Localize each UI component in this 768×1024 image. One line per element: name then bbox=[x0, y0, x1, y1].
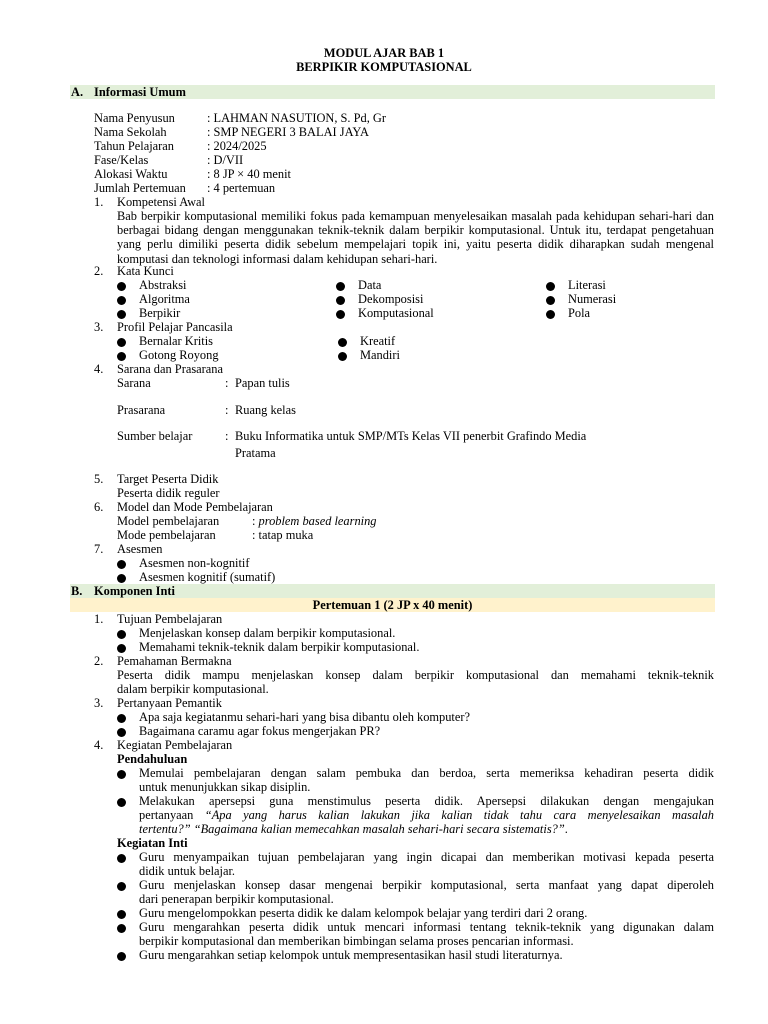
bullet-icon bbox=[117, 574, 126, 583]
inti-item-2-line2: dari penerapan berpikir komputasional. bbox=[139, 892, 334, 906]
info-value: : 4 pertemuan bbox=[207, 181, 276, 195]
pendahuluan-item-1-line1: Memulai pembelajaran dengan salam pembuka dan berdoa, serta memeriksa kehadiran peserta didik bbox=[139, 766, 714, 780]
info-label: Nama Sekolah bbox=[94, 125, 167, 139]
bullet-icon bbox=[117, 854, 126, 863]
keyword: Komputasional bbox=[358, 306, 434, 320]
item-number: 2. bbox=[94, 264, 104, 278]
item-title-profil: Profil Pelajar Pancasila bbox=[117, 320, 233, 334]
bullet-icon bbox=[117, 728, 126, 737]
bullet-icon bbox=[117, 952, 126, 961]
bullet-icon bbox=[117, 310, 126, 319]
sumber-value: Buku Informatika untuk SMP/MTs Kelas VII penerbit Grafindo Media bbox=[235, 429, 587, 443]
item-title-model: Model dan Mode Pembelajaran bbox=[117, 500, 273, 514]
bullet-icon bbox=[117, 296, 126, 305]
item-title-tujuan: Tujuan Pembelajaran bbox=[117, 612, 223, 626]
kompetensi-paragraph: Bab berpikir komputasional memiliki fokus pada kemampuan menyelesaikan masalah pada kehidupan sehari-hari dan berbagai bidang dengan menggunakan teknik-teknik dalam berpikir komputasional. Untuk itu, terdapat pengetahuan yang perlu dimiliki peserta didik sebelum mempelajari topik ini, yaitu peserta didik diharapkan sudah mengenal komputasi dan teknologi informasi dalam kehidupan sehari-hari. bbox=[117, 209, 714, 266]
item-number: 1. bbox=[94, 195, 104, 209]
bullet-icon bbox=[117, 714, 126, 723]
model-value-line bbox=[252, 514, 376, 528]
item-title-kompetensi: Kompetensi Awal bbox=[117, 195, 205, 209]
model-value: problem based learning bbox=[258, 514, 377, 528]
info-value: : SMP NEGERI 3 BALAI JAYA bbox=[207, 125, 369, 139]
doc-title-line1: MODUL AJAR BAB 1 bbox=[323, 46, 445, 60]
kegiatan-inti-title: Kegiatan Inti bbox=[117, 836, 188, 850]
pendahuluan-item-2-line3 bbox=[139, 822, 568, 836]
item-title-kegiatan: Kegiatan Pembelajaran bbox=[117, 738, 233, 752]
pemahaman-line2: dalam berpikir komputasional. bbox=[117, 682, 269, 696]
keyword: Dekomposisi bbox=[358, 292, 424, 306]
bullet-icon bbox=[117, 798, 126, 807]
bullet-icon bbox=[117, 630, 126, 639]
item-title-pemahaman: Pemahaman Bermakna bbox=[117, 654, 232, 668]
item-number: 7. bbox=[94, 542, 104, 556]
meeting-title: Pertemuan 1 (2 JP x 40 menit) bbox=[312, 598, 473, 612]
prasarana-value: Ruang kelas bbox=[235, 403, 296, 417]
bullet-icon bbox=[117, 338, 126, 347]
pendahuluan-item-2-line1: Melakukan apersepsi guna menstimulus peserta didik. Apersepsi dilakukan dengan mengajukan bbox=[139, 794, 714, 808]
inti-item-1-line1: Guru menyampaikan tujuan pembelajaran yang ingin dicapai dan memberikan motivasi kepada peserta bbox=[139, 850, 714, 864]
sumber-label: Sumber belajar bbox=[117, 429, 193, 443]
bullet-icon bbox=[117, 924, 126, 933]
bullet-icon bbox=[117, 282, 126, 291]
profile-item: Kreatif bbox=[360, 334, 396, 348]
section-a-title: Informasi Umum bbox=[94, 85, 186, 99]
bullet-icon bbox=[336, 282, 345, 291]
section-a-letter: A. bbox=[71, 85, 84, 99]
item-number: 4. bbox=[94, 738, 104, 752]
info-value: : 8 JP × 40 menit bbox=[207, 167, 291, 181]
info-label: Alokasi Waktu bbox=[94, 167, 168, 181]
bullet-icon bbox=[546, 282, 555, 291]
bullet-icon bbox=[117, 910, 126, 919]
item-title-sarana: Sarana dan Prasarana bbox=[117, 362, 223, 376]
mode-label: Mode pembelajaran bbox=[117, 528, 216, 542]
bullet-icon bbox=[336, 310, 345, 319]
keyword: Pola bbox=[568, 306, 591, 320]
bullet-icon bbox=[338, 352, 347, 361]
asesmen-item: Asesmen kognitif (sumatif) bbox=[139, 570, 276, 584]
bullet-icon bbox=[117, 770, 126, 779]
model-colon: : bbox=[252, 514, 259, 528]
bullet-icon bbox=[338, 338, 347, 347]
pemahaman-line1: Peserta didik mampu menjelaskan konsep dalam berpikir komputasional dan memahami teknik-teknik bbox=[117, 668, 714, 682]
item-number: 4. bbox=[94, 362, 104, 376]
item-number: 5. bbox=[94, 472, 104, 486]
bullet-icon bbox=[336, 296, 345, 305]
sarana-colon: : bbox=[225, 376, 229, 390]
inti-item-4-line1: Guru mengarahkan peserta didik untuk mencari informasi tentang teknik-teknik yang digunakan dalam bbox=[139, 920, 714, 934]
asesmen-item: Asesmen non-kognitif bbox=[139, 556, 250, 570]
info-value: : LAHMAN NASUTION, S. Pd, Gr bbox=[207, 111, 386, 125]
model-label: Model pembelajaran bbox=[117, 514, 220, 528]
target-text: Peserta didik reguler bbox=[117, 486, 220, 500]
info-value: : D/VII bbox=[207, 153, 244, 167]
profile-item: Bernalar Kritis bbox=[139, 334, 213, 348]
section-b-letter: B. bbox=[71, 584, 83, 598]
doc-title-line2: BERPIKIR KOMPUTASIONAL bbox=[296, 60, 472, 74]
sumber-colon: : bbox=[225, 429, 229, 443]
profile-item: Mandiri bbox=[360, 348, 400, 362]
inti-item-3: Guru mengelompokkan peserta didik ke dalam kelompok belajar yang terdiri dari 2 orang. bbox=[139, 906, 588, 920]
pertanyaan-prefix: pertanyaan bbox=[139, 808, 205, 822]
tujuan-item: Memahami teknik-teknik dalam berpikir komputasional. bbox=[139, 640, 420, 654]
bullet-icon bbox=[546, 296, 555, 305]
pertanyaan-quote-2: tertentu?” “Bagaimana kalian memecahkan masalah sehari-hari secara sistematis?” bbox=[139, 822, 565, 836]
prasarana-label: Prasarana bbox=[117, 403, 166, 417]
item-title-target: Target Peserta Didik bbox=[117, 472, 219, 486]
pertanyaan-item: Apa saja kegiatanmu sehari-hari yang bisa dibantu oleh komputer? bbox=[139, 710, 470, 724]
keyword: Abstraksi bbox=[139, 278, 187, 292]
item-title-kata-kunci: Kata Kunci bbox=[117, 264, 174, 278]
bullet-icon bbox=[117, 352, 126, 361]
inti-item-5: Guru mengarahkan setiap kelompok untuk mempresentasikan hasil studi literaturnya. bbox=[139, 948, 563, 962]
section-b-title: Komponen Inti bbox=[94, 584, 175, 598]
bullet-icon bbox=[117, 560, 126, 569]
keyword: Literasi bbox=[568, 278, 606, 292]
pertanyaan-item: Bagaimana caramu agar fokus mengerjakan PR? bbox=[139, 724, 381, 738]
item-title-pertanyaan: Pertanyaan Pemantik bbox=[117, 696, 222, 710]
pendahuluan-title: Pendahuluan bbox=[117, 752, 188, 766]
keyword: Berpikir bbox=[139, 306, 181, 320]
bullet-icon bbox=[117, 644, 126, 653]
info-label: Jumlah Pertemuan bbox=[94, 181, 186, 195]
pertanyaan-quote-1: “Apa yang harus kalian lakukan jika kalian tidak tahu cara menyelesaikan masalah bbox=[204, 808, 714, 822]
info-label: Tahun Pelajaran bbox=[94, 139, 174, 153]
bullet-icon bbox=[117, 882, 126, 891]
sarana-label: Sarana bbox=[117, 376, 151, 390]
info-value: : 2024/2025 bbox=[207, 139, 267, 153]
inti-item-4-line2: berpikir komputasional dan memberikan bimbingan selama proses pencarian informasi. bbox=[139, 934, 574, 948]
info-label: Fase/Kelas bbox=[94, 153, 149, 167]
profile-item: Gotong Royong bbox=[139, 348, 219, 362]
pendahuluan-item-2-line2 bbox=[139, 808, 714, 822]
sarana-value: Papan tulis bbox=[235, 376, 290, 390]
pendahuluan-item-1-line2: untuk menunjukkan sikap disiplin. bbox=[139, 780, 311, 794]
keyword: Numerasi bbox=[568, 292, 617, 306]
inti-item-2-line1: Guru menjelaskan konsep dasar mengenai berpikir komputasional, serta manfaat yang dapat diperoleh bbox=[139, 878, 714, 892]
info-label: Nama Penyusun bbox=[94, 111, 175, 125]
keyword: Algoritma bbox=[139, 292, 190, 306]
inti-item-1-line2: didik untuk belajar. bbox=[139, 864, 236, 878]
bullet-icon bbox=[546, 310, 555, 319]
prasarana-colon: : bbox=[225, 403, 229, 417]
item-number: 1. bbox=[94, 612, 104, 626]
item-number: 3. bbox=[94, 696, 104, 710]
pertanyaan-suffix: . bbox=[564, 822, 568, 836]
item-number: 3. bbox=[94, 320, 104, 334]
keyword: Data bbox=[358, 278, 382, 292]
tujuan-item: Menjelaskan konsep dalam berpikir komputasional. bbox=[139, 626, 396, 640]
item-number: 2. bbox=[94, 654, 104, 668]
sumber-value-cont: Pratama bbox=[235, 446, 276, 460]
item-title-asesmen: Asesmen bbox=[117, 542, 163, 556]
mode-value: : tatap muka bbox=[252, 528, 314, 542]
item-number: 6. bbox=[94, 500, 104, 514]
